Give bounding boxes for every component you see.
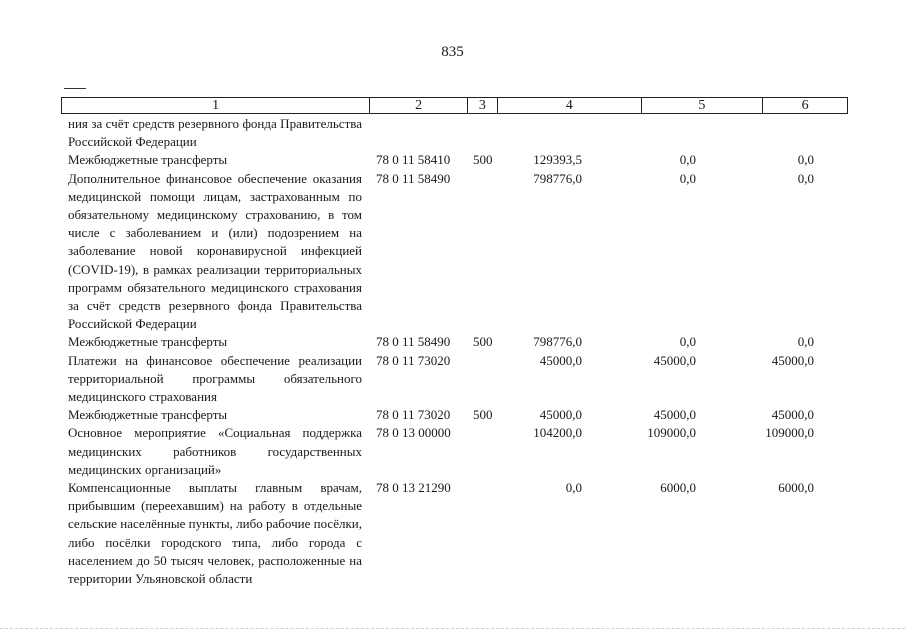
row-value-col4: 0,0 (565, 480, 582, 496)
header-col-2: 2 (370, 98, 468, 113)
row-value-col6: 109000,0 (765, 425, 814, 441)
row-value-col4: 45000,0 (539, 352, 582, 368)
table-row (0, 151, 905, 169)
row-value-col6: 45000,0 (771, 352, 814, 368)
row-code: 78 0 11 58410 (376, 152, 451, 168)
scan-edge (0, 628, 905, 629)
row-code: 78 0 13 00000 (376, 425, 451, 441)
row-value-col5: 45000,0 (653, 352, 696, 368)
row-code: 78 0 13 21290 (376, 480, 451, 496)
row-value-col5: 109000,0 (647, 425, 696, 441)
row-code: 78 0 11 58490 (376, 334, 451, 350)
table-row (0, 406, 905, 424)
row-name: Межбюджетные трансферты (68, 407, 228, 423)
row-expense-type: 500 (473, 334, 493, 350)
row-value-col4: 798776,0 (533, 334, 582, 350)
row-name: Межбюджетные трансферты (68, 334, 228, 350)
table-row (0, 333, 905, 351)
row-value-col5: 0,0 (679, 170, 696, 186)
row-name: Платежи на финансовое обеспечение реализации территориальной программы обязательного медицинского страхования (68, 352, 362, 405)
page-number: 835 (441, 44, 464, 60)
table-row (0, 115, 905, 151)
header-col-6: 6 (801, 98, 809, 113)
row-code: 78 0 11 58490 (376, 170, 451, 186)
table-row (0, 352, 905, 407)
table-header (61, 97, 848, 114)
header-col-5: 5 (642, 98, 764, 113)
row-value-col4: 129393,5 (533, 152, 582, 168)
header-col-1: 1 (62, 98, 370, 113)
row-value-col6: 45000,0 (771, 407, 814, 423)
short-rule (64, 88, 86, 89)
table-row (0, 424, 905, 479)
header-col-3: 3 (468, 98, 498, 113)
row-name: Межбюджетные трансферты (68, 152, 228, 168)
row-name: Основное мероприятие «Социальная поддержка медицинских работников государственных медицинских организаций» (68, 425, 362, 477)
row-code: 78 0 11 73020 (376, 352, 451, 368)
row-expense-type: 500 (473, 152, 493, 168)
row-value-col5: 0,0 (679, 152, 696, 168)
row-value-col6: 6000,0 (778, 480, 814, 496)
table-row (0, 170, 905, 334)
row-name: Дополнительное финансовое обеспечение оказания медицинской помощи лицам, застрахованным по обязательному медицинскому страхованию, в том числе с заболеванием и (или) подозрением на заболевание новой коронавирусной инфекцией (COVID-19), в рамках реализации территориальных программ обязательного медицинского страхования за счёт средств резервного фонда Правительства Российской Федерации (68, 170, 362, 332)
row-value-col4: 798776,0 (533, 170, 582, 186)
table-body (0, 115, 905, 588)
row-value-col5: 6000,0 (660, 480, 696, 496)
row-value-col6: 0,0 (797, 170, 814, 186)
header-col-4: 4 (498, 98, 642, 113)
row-value-col6: 0,0 (797, 334, 814, 350)
row-name: ния за счёт средств резервного фонда Правительства Российской Федерации (68, 116, 362, 150)
row-expense-type: 500 (473, 407, 493, 423)
table-row (0, 479, 905, 588)
row-code: 78 0 11 73020 (376, 407, 451, 423)
row-value-col5: 0,0 (679, 334, 696, 350)
row-name: Компенсационные выплаты главным врачам, прибывшим (переехавшим) на работу в отдельные сельские населённые пункты, либо рабочие посёлки, либо посёлки городского типа, либо города с населением до 50 тысяч человек, расположенные на территории Ульяновской области (68, 480, 362, 587)
row-value-col4: 104200,0 (533, 425, 582, 441)
row-value-col6: 0,0 (797, 152, 814, 168)
row-value-col5: 45000,0 (653, 407, 696, 423)
row-value-col4: 45000,0 (539, 407, 582, 423)
